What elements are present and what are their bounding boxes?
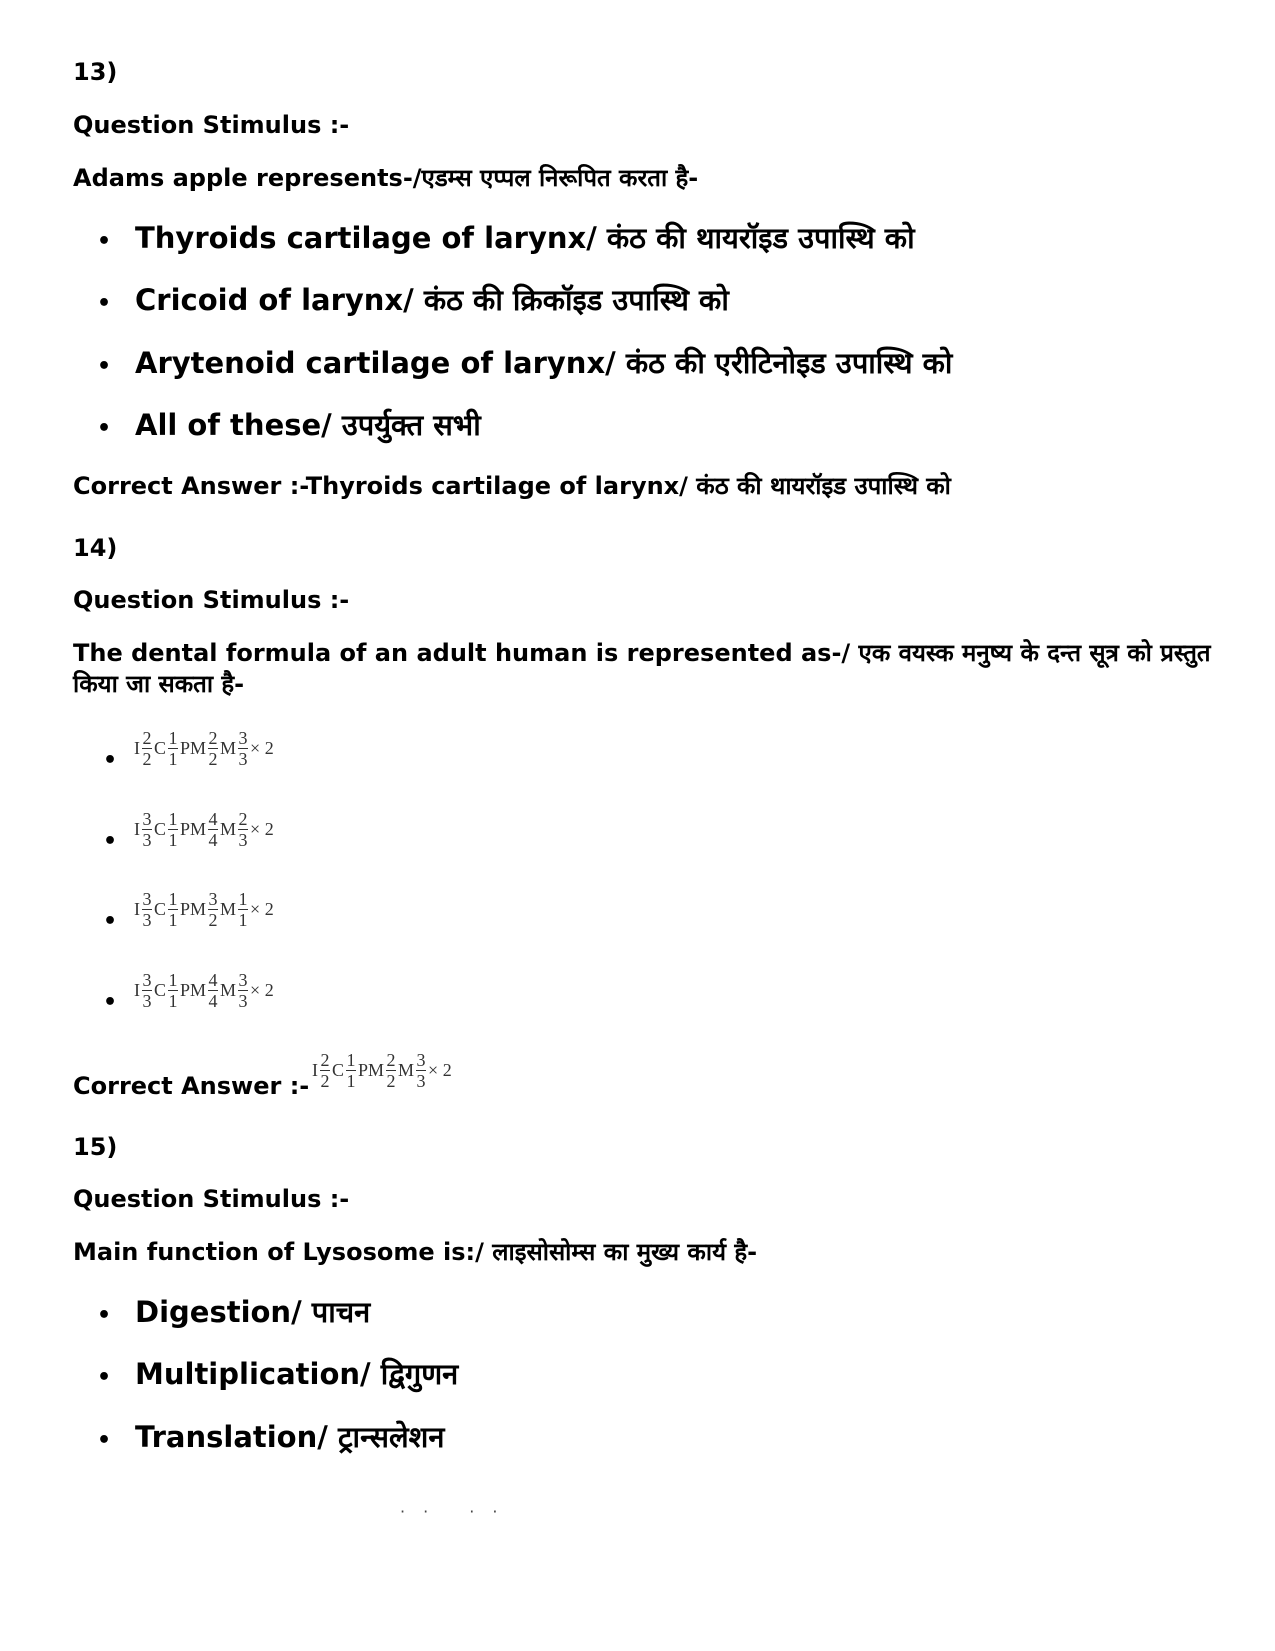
- multiplier: × 2: [250, 979, 274, 1000]
- fraction-numerator: 1: [346, 1049, 356, 1070]
- question-text: The dental formula of an adult human is represented as-/ एक वयस्क मनुष्य के दन्त सूत्र को प्रस्तुत किया जा सकता है-: [73, 639, 1211, 698]
- dental-formula: [133, 884, 275, 934]
- option-item: [73, 407, 481, 447]
- fraction: [320, 1051, 330, 1090]
- bullet: •: [96, 291, 112, 316]
- fraction: [238, 810, 248, 849]
- option-item: [73, 282, 729, 322]
- fraction-numerator: 1: [168, 808, 178, 829]
- option-text: All of these/ उपर्युक्त सभी: [135, 408, 481, 442]
- answer-text: Thyroids cartilage of larynx/ कंठ की थायरॉइड उपास्थि को: [305, 472, 951, 500]
- molar-symbol: M: [220, 898, 237, 919]
- option-text: Multiplication/ द्विगुणन: [135, 1357, 459, 1391]
- fraction-denominator: 1: [168, 748, 178, 769]
- question-text: Main function of Lysosome is:/ लाइसोसोम्स का मुख्य कार्य है-: [73, 1238, 758, 1266]
- fraction-numerator: 3: [238, 727, 248, 748]
- multiplier: × 2: [250, 898, 274, 919]
- fraction-numerator: 2: [386, 1049, 396, 1070]
- fraction-numerator: 1: [168, 969, 178, 990]
- option-item: [73, 220, 915, 260]
- answer-label: Correct Answer :-: [73, 472, 306, 500]
- fraction-numerator: 2: [238, 808, 248, 829]
- fraction-numerator: 2: [142, 727, 152, 748]
- option-item: [73, 1356, 458, 1396]
- molar-symbol: M: [220, 979, 237, 1000]
- multiplier: × 2: [250, 737, 274, 758]
- fraction-denominator: 3: [142, 990, 152, 1011]
- fraction: [168, 971, 178, 1010]
- fraction-denominator: 1: [168, 829, 178, 850]
- answer-label: Correct Answer :-: [73, 1072, 310, 1100]
- fraction-denominator: 1: [238, 909, 248, 930]
- fraction-numerator: 4: [208, 969, 218, 990]
- fraction: [386, 1051, 396, 1090]
- question-number: 15): [73, 1133, 118, 1161]
- correct-answer: [73, 471, 951, 501]
- dental-formula: [133, 723, 275, 773]
- fraction: [238, 890, 248, 929]
- bullet: •: [103, 990, 118, 1015]
- fraction: [142, 890, 152, 929]
- bullet: •: [96, 354, 112, 379]
- fraction: [208, 890, 218, 929]
- cut-off-line-fragment: ·· ··: [400, 1502, 516, 1521]
- incisor-symbol: I: [134, 818, 140, 839]
- stimulus-label: Question Stimulus :-: [73, 111, 350, 139]
- fraction: [142, 810, 152, 849]
- dental-formula: [311, 1045, 453, 1095]
- fraction: [168, 810, 178, 849]
- fraction: [208, 971, 218, 1010]
- fraction-denominator: 3: [142, 909, 152, 930]
- stimulus-label: Question Stimulus :-: [73, 1185, 350, 1213]
- fraction-numerator: 1: [238, 888, 248, 909]
- stimulus-label: Question Stimulus :-: [73, 586, 350, 614]
- bullet: •: [96, 1365, 112, 1390]
- premolar-symbol: PM: [180, 818, 207, 839]
- molar-symbol: M: [398, 1059, 415, 1080]
- fraction: [238, 971, 248, 1010]
- fraction-denominator: 2: [208, 909, 218, 930]
- fraction-numerator: 2: [208, 727, 218, 748]
- premolar-symbol: PM: [180, 898, 207, 919]
- canine-symbol: C: [332, 1059, 345, 1080]
- fraction-denominator: 3: [238, 748, 248, 769]
- fraction-numerator: 1: [168, 727, 178, 748]
- fraction-numerator: 3: [416, 1049, 426, 1070]
- fraction: [208, 729, 218, 768]
- incisor-symbol: I: [312, 1059, 318, 1080]
- fraction-denominator: 1: [346, 1070, 356, 1091]
- option-text: Arytenoid cartilage of larynx/ कंठ की एरीटिनोइड उपास्थि को: [135, 346, 953, 380]
- fraction-numerator: 3: [142, 888, 152, 909]
- fraction-denominator: 3: [416, 1070, 426, 1091]
- fraction-denominator: 3: [238, 990, 248, 1011]
- fraction: [168, 729, 178, 768]
- fraction-numerator: 4: [208, 808, 218, 829]
- option-text: Thyroids cartilage of larynx/ कंठ की थायरॉइड उपास्थि को: [135, 221, 915, 255]
- option-text: Cricoid of larynx/ कंठ की क्रिकॉइड उपास्थि को: [135, 283, 729, 317]
- fraction-numerator: 3: [208, 888, 218, 909]
- molar-symbol: M: [220, 737, 237, 758]
- canine-symbol: C: [154, 898, 167, 919]
- canine-symbol: C: [154, 737, 167, 758]
- fraction-denominator: 1: [168, 990, 178, 1011]
- fraction: [142, 971, 152, 1010]
- bullet: •: [96, 416, 112, 441]
- option-item: [73, 345, 952, 385]
- molar-symbol: M: [220, 818, 237, 839]
- question-text: Adams apple represents-/एडम्स एप्पल निरूपित करता है-: [73, 164, 699, 192]
- bullet: •: [96, 1303, 112, 1328]
- canine-symbol: C: [154, 979, 167, 1000]
- fraction-numerator: 3: [142, 969, 152, 990]
- canine-symbol: C: [154, 818, 167, 839]
- question-number: 14): [73, 534, 118, 562]
- bullet: •: [103, 909, 118, 934]
- option-text: Digestion/ पाचन: [135, 1295, 371, 1329]
- dental-formula: [133, 965, 275, 1015]
- fraction: [416, 1051, 426, 1090]
- incisor-symbol: I: [134, 898, 140, 919]
- fraction: [346, 1051, 356, 1090]
- question-number: 13): [73, 58, 118, 86]
- multiplier: × 2: [250, 818, 274, 839]
- fraction-denominator: 3: [142, 829, 152, 850]
- option-text: Translation/ ट्रान्सलेशन: [135, 1420, 445, 1454]
- fraction: [208, 810, 218, 849]
- fraction: [168, 890, 178, 929]
- option-item: [73, 1294, 370, 1334]
- fraction-numerator: 2: [320, 1049, 330, 1070]
- fraction-denominator: 2: [142, 748, 152, 769]
- fraction-numerator: 3: [142, 808, 152, 829]
- bullet: •: [96, 1428, 112, 1453]
- fraction-denominator: 3: [238, 829, 248, 850]
- fraction-denominator: 4: [208, 990, 218, 1011]
- option-item: [73, 1419, 445, 1459]
- multiplier: × 2: [428, 1059, 452, 1080]
- fraction-denominator: 2: [386, 1070, 396, 1091]
- premolar-symbol: PM: [180, 979, 207, 1000]
- premolar-symbol: PM: [180, 737, 207, 758]
- bullet: •: [103, 748, 118, 773]
- bullet: •: [96, 229, 112, 254]
- fraction-numerator: 3: [238, 969, 248, 990]
- fraction-denominator: 1: [168, 909, 178, 930]
- fraction-denominator: 2: [320, 1070, 330, 1091]
- premolar-symbol: PM: [358, 1059, 385, 1080]
- fraction: [238, 729, 248, 768]
- dental-formula: [133, 804, 275, 854]
- fraction-denominator: 4: [208, 829, 218, 850]
- correct-answer-formula: [311, 1045, 453, 1095]
- incisor-symbol: I: [134, 979, 140, 1000]
- fraction: [142, 729, 152, 768]
- incisor-symbol: I: [134, 737, 140, 758]
- fraction-denominator: 2: [208, 748, 218, 769]
- fraction-numerator: 1: [168, 888, 178, 909]
- bullet: •: [103, 829, 118, 854]
